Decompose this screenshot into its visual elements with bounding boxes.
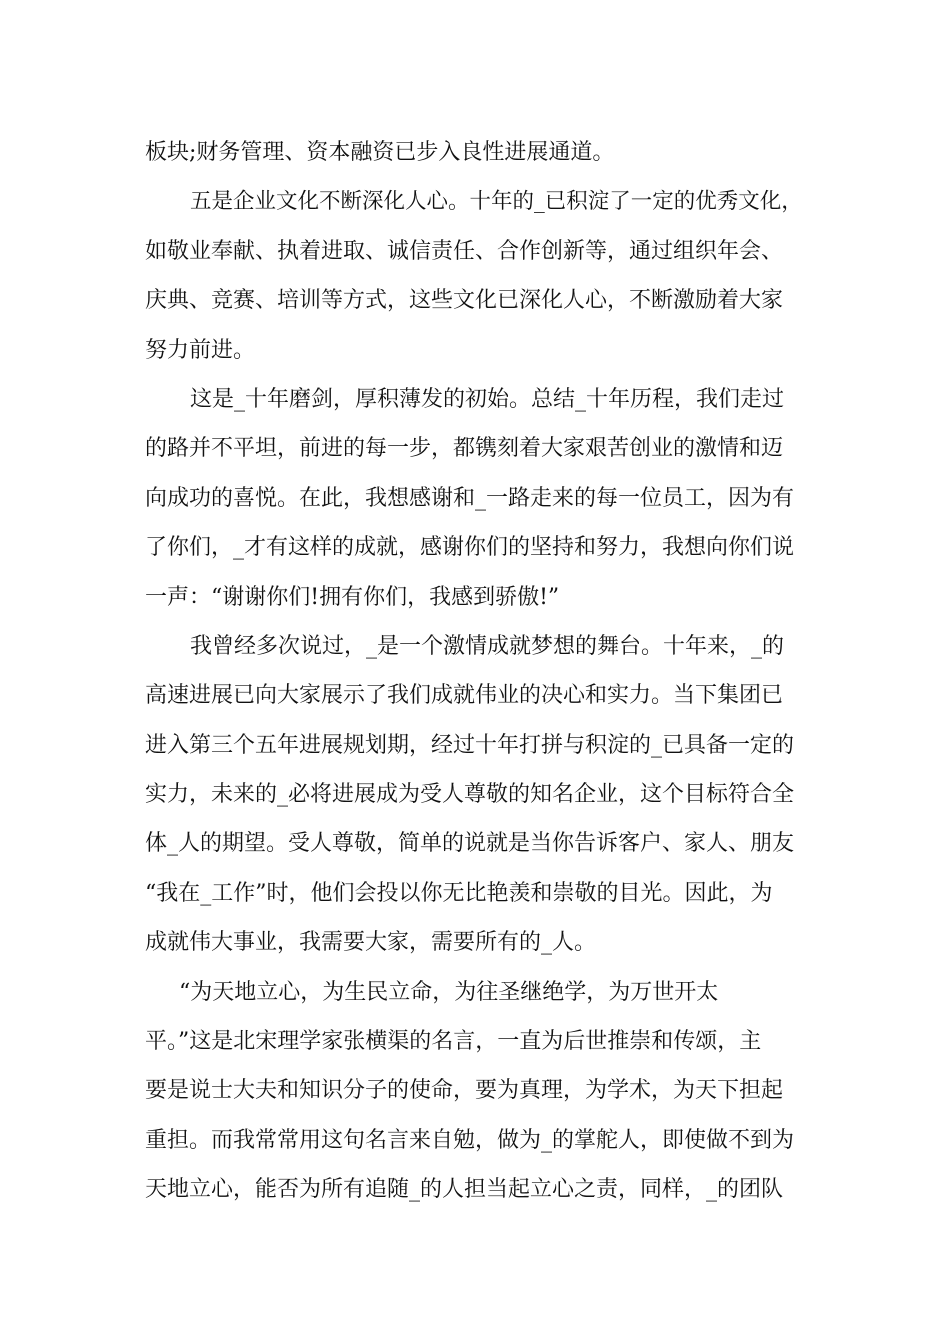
paragraph-start-line: “为天地立心，为生民立命，为往圣继绝学，为万世开太 — [179, 979, 719, 1005]
paragraph-start-line: 这是_十年磨剑，厚积薄发的初始。总结_十年历程，我们走过 — [190, 386, 785, 412]
text-line: 天地立心，能否为所有追随_的人担当起立心之责，同样，_的团队 — [145, 1177, 784, 1203]
text-line: 体_人的期望。受人尊敬，简单的说就是当你告诉客户、家人、朋友 — [145, 831, 795, 857]
text-line: 庆典、竞赛、培训等方式，这些文化已深化人心，不断激励着大家 — [145, 288, 784, 314]
text-line: “我在_工作”时，他们会投以你无比艳羡和崇敬的目光。因此，为 — [145, 880, 773, 906]
text-line: 进入第三个五年进展规划期，经过十年打拼与积淀的_已具备一定的 — [145, 732, 795, 758]
text-line: 一声：“谢谢你们!拥有你们，我感到骄傲!” — [145, 584, 560, 610]
text-line: 板块;财务管理、资本融资已步入良性进展通道。 — [145, 140, 615, 165]
text-line: 成就伟大事业，我需要大家，需要所有的_人。 — [145, 930, 597, 956]
paragraph-start-line: 五是企业文化不断深化人心。十年的_已积淀了一定的优秀文化， — [190, 189, 803, 215]
text-line: 向成功的喜悦。在此，我想感谢和_一路走来的每一位员工，因为有 — [145, 485, 795, 511]
text-line: 平。”这是北宋理学家张横渠的名言，一直为后世推崇和传颂，主 — [145, 1029, 762, 1055]
document-body — [145, 128, 810, 1215]
text-line: 重担。而我常常用这句名言来自勉，做为_的掌舵人，即使做不到为 — [145, 1127, 795, 1153]
text-line: 如敬业奉献、执着进取、诚信责任、合作创新等，通过组织年会、 — [145, 238, 784, 264]
text-line: 高速进展已向大家展示了我们成就伟业的决心和实力。当下集团已 — [145, 683, 784, 709]
text-line: 要是说士大夫和知识分子的使命，要为真理，为学术，为天下担起 — [145, 1078, 784, 1104]
text-line: 了你们，_才有这样的成就，感谢你们的坚持和努力，我想向你们说 — [145, 535, 795, 561]
paragraph-start-line: 我曾经多次说过，_是一个激情成就梦想的舞台。十年来，_的 — [190, 633, 785, 659]
text-line: 实力，未来的_必将进展成为受人尊敬的知名企业，这个目标符合全 — [145, 782, 795, 808]
text-line: 的路并不平坦，前进的每一步，都镌刻着大家艰苦创业的激情和迈 — [145, 436, 784, 462]
text-line: 努力前进。 — [145, 337, 256, 363]
